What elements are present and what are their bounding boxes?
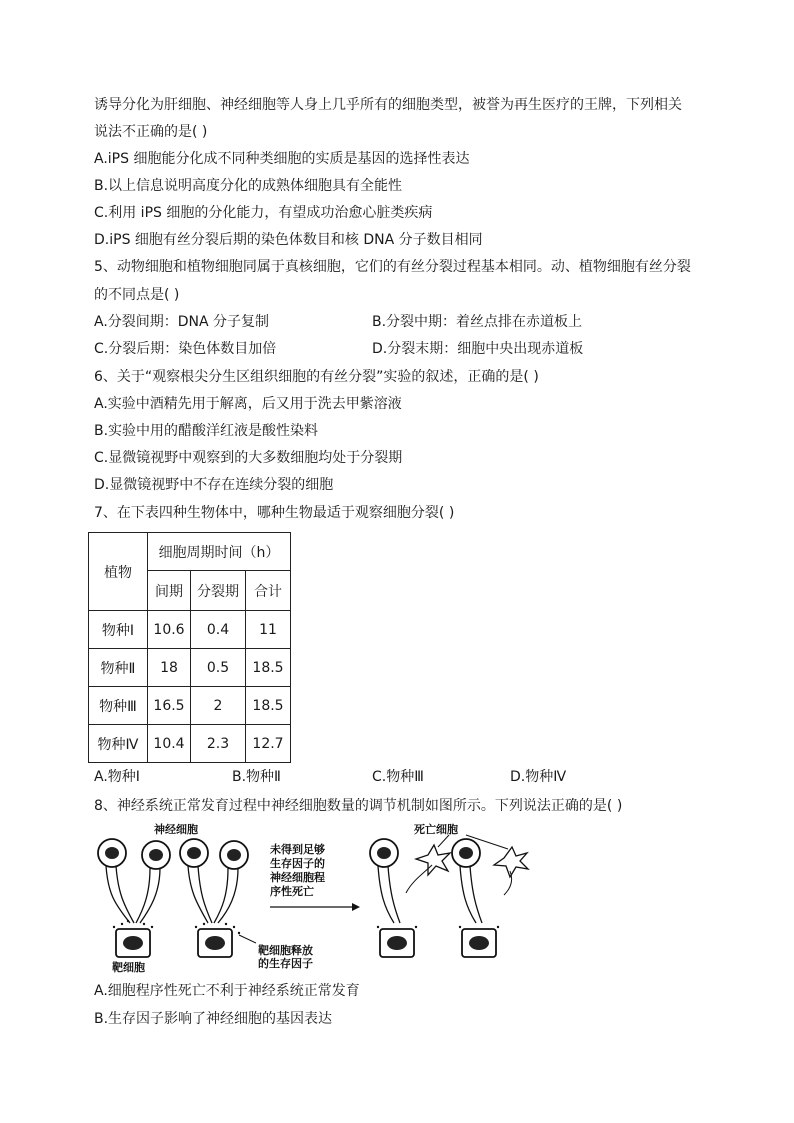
neuron-cell-left-1 [98,839,134,923]
table-cell: 18.5 [246,687,291,725]
table-header-cycle-time: 细胞周期时间（h） [148,533,291,571]
table-cell: 物种Ⅳ [89,725,148,763]
table-cell: 物种Ⅱ [89,649,148,687]
q6-option-c: C.显微镜视野中观察到的大多数细胞均处于分裂期 [94,450,403,466]
q8-option-b: B.生存因子影响了神经细胞的基因表达 [94,1011,333,1027]
q5-option-d: D.分裂末期：细胞中央出现赤道板 [372,341,584,357]
table-row [89,725,291,763]
q6-option-d: D.显微镜视野中不存在连续分裂的细胞 [94,477,334,493]
q7-option-d: D.物种Ⅳ [510,769,567,785]
q6-option-b: B.实验中用的醋酸洋红液是酸性染料 [94,423,319,439]
question-5-stem: 5、动物细胞和植物细胞同属于真核细胞，它们的有丝分裂过程基本相同。动、植物细胞有丝分裂 [94,259,691,275]
table-header-plant: 植物 [89,533,148,611]
table-cell: 物种Ⅲ [89,687,148,725]
neuron-regulation-figure [94,823,570,975]
table-cell: 物种Ⅰ [89,611,148,649]
dead-cell-1 [406,845,450,893]
table-cell: 10.6 [148,611,191,649]
question-7-stem: 7、在下表四种生物体中，哪种生物最适于观察细胞分裂( ) [94,505,455,521]
target-cell-right-1 [377,926,417,957]
target-cell-left-2 [195,923,240,957]
neuron-cell-left-2 [136,841,170,923]
table-row [89,611,291,649]
cell-cycle-table [88,532,291,763]
table-cell: 2 [191,687,246,725]
table-cell: 0.4 [191,611,246,649]
label-dead-cell: 死亡细胞 [414,823,458,836]
q5-option-b: B.分裂中期：着丝点排在赤道板上 [372,314,583,330]
label-neuron: 神经细胞 [154,823,198,836]
neuron-cell-left-3 [180,839,212,923]
q5-option-c: C.分裂后期：染色体数目加倍 [94,341,277,357]
q8-option-a: A.细胞程序性死亡不利于神经系统正常发育 [94,983,360,999]
q6-option-a: A.实验中酒精先用于解离，后又用于洗去甲紫溶液 [94,396,402,412]
dead-cell-2 [494,847,528,895]
neuron-cell-right-1 [370,839,400,923]
label-release-2: 的生存因子 [258,957,313,970]
table-cell: 2.3 [191,725,246,763]
q7-option-b: B.物种Ⅱ [232,769,281,785]
label-arrow-1: 未得到足够 [270,843,325,856]
table-cell: 0.5 [191,649,246,687]
question-stem: 说法不正确的是( ) [94,124,208,140]
table-cell: 18.5 [246,649,291,687]
table-cell: 18 [148,649,191,687]
question-8-stem: 8、神经系统正常发育过程中神经细胞数量的调节机制如图所示。下列说法正确的是( ) [94,798,623,814]
q7-option-a: A.物种Ⅰ [94,769,140,785]
process-arrow [270,903,360,911]
option-c: C.利用 iPS 细胞的分化能力，有望成功治愈心脏类疾病 [94,205,433,221]
table-header-division: 分裂期 [191,571,246,611]
q5-option-a: A.分裂间期：DNA 分子复制 [94,314,270,330]
table-cell: 10.4 [148,725,191,763]
table-header-interphase: 间期 [148,571,191,611]
question-6-stem: 6、关于“观察根尖分生区组织细胞的有丝分裂”实验的叙述，正确的是( ) [94,369,539,385]
neuron-cell-left-4 [214,841,248,923]
question-5-stem: 的不同点是( ) [94,287,180,303]
option-a: A.iPS 细胞能分化成不同种类细胞的实质是基因的选择性表达 [94,151,470,167]
question-stem: 诱导分化为肝细胞、神经细胞等人身上几乎所有的细胞类型，被誉为再生医疗的王牌，下列相关 [94,97,682,113]
label-release-1: 靶细胞释放 [258,944,313,957]
neuron-cell-right-2 [452,839,482,923]
label-arrow-4: 序性死亡 [270,885,314,898]
label-arrow-3: 神经细胞程 [270,871,325,884]
option-d: D.iPS 细胞有丝分裂后期的染色体数目和核 DNA 分子数目相同 [94,232,483,248]
label-target-cell: 靶细胞 [112,961,145,974]
target-cell-right-2 [459,926,499,957]
table-header-total: 合计 [246,571,291,611]
table-row [89,687,291,725]
label-arrow-2: 生存因子的 [270,857,325,870]
table-cell: 11 [246,611,291,649]
table-cell: 12.7 [246,725,291,763]
table-cell: 16.5 [148,687,191,725]
q7-option-c: C.物种Ⅲ [372,769,424,785]
option-b: B.以上信息说明高度分化的成熟体细胞具有全能性 [94,178,403,194]
table-row [89,649,291,687]
target-cell-left-1 [113,920,153,957]
